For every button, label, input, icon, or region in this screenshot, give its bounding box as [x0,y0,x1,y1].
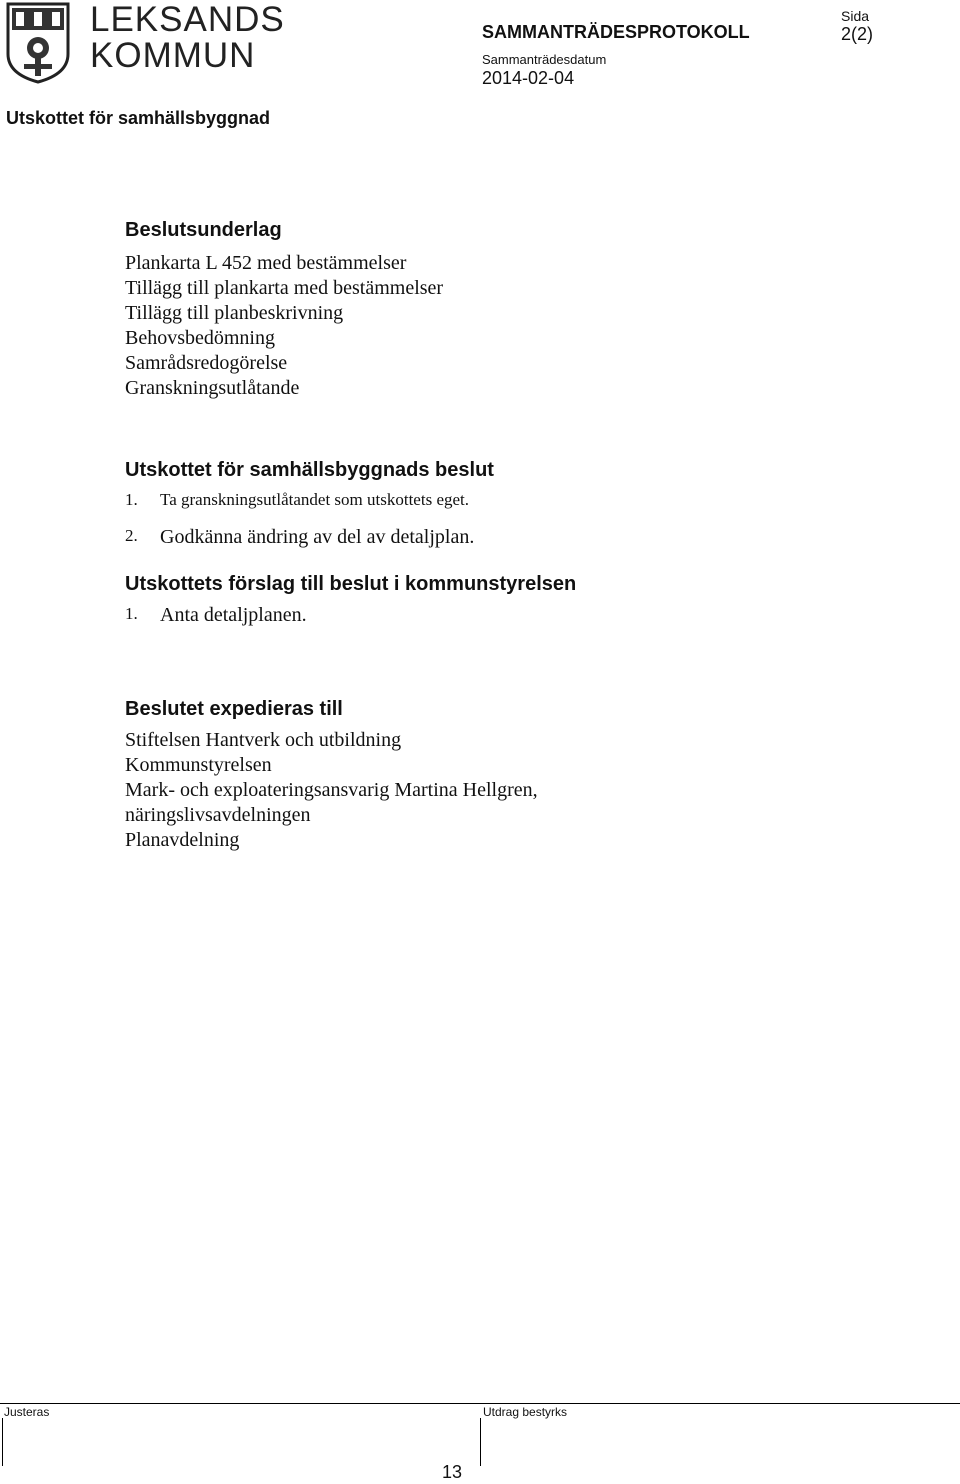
beslutsunderlag-heading: Beslutsunderlag [125,219,282,241]
list-item: näringslivsavdelningen [125,804,311,826]
item-text: Godkänna ändring av del av detaljplan. [160,526,475,548]
list-item: Plankarta L 452 med bestämmelser [125,252,407,274]
beslutsunderlag-list [125,251,443,401]
forslag-item-1 [125,604,307,627]
document-title: SAMMANTRÄDESPROTOKOLL [482,22,750,42]
list-item: Granskningsutlåtande [125,377,300,399]
committee-name: Utskottet för samhällsbyggnad [6,108,271,128]
item-text: Ta granskningsutlåtandet som utskottets eget. [160,490,470,509]
list-item: Planavdelning [125,829,240,851]
municipality-logo-text: LEKSANDS KOMMUN [90,0,285,75]
page-count: 2(2) [841,24,874,44]
municipality-crest-icon [6,2,70,84]
expedieras-heading: Beslutet expedieras till [125,698,343,720]
page-label: Sida [841,8,870,24]
list-item: Tillägg till plankarta med bestämmelser [125,277,444,299]
item-number: 2. [125,526,138,545]
list-item: Kommunstyrelsen [125,754,272,776]
list-item: Behovsbedömning [125,327,275,349]
footer-divider [0,1403,960,1404]
utdrag-bestyrks-label: Utdrag bestyrks [483,1405,568,1419]
signature-box-right-border [480,1418,481,1466]
list-item: Mark- och exploateringsansvarig Martina Hellgren, [125,779,538,801]
expedieras-list [125,728,538,853]
item-number: 1. [125,604,138,623]
item-text: Anta detaljplanen. [160,604,307,626]
meeting-date: 2014-02-04 [482,68,575,88]
item-number: 1. [125,490,138,509]
signature-box-left-border [2,1418,3,1466]
beslut-item-1 [125,490,470,510]
beslut-item-2 [125,526,475,549]
justeras-label: Justeras [4,1405,50,1419]
forslag-heading: Utskottets förslag till beslut i kommunstyrelsen [125,573,577,595]
beslut-heading: Utskottet för samhällsbyggnads beslut [125,459,494,481]
list-item: Stiftelsen Hantverk och utbildning [125,729,402,751]
list-item: Samrådsredogörelse [125,352,288,374]
meeting-date-label: Sammanträdesdatum [482,52,607,67]
page-number: 13 [442,1462,463,1482]
list-item: Tillägg till planbeskrivning [125,302,344,324]
